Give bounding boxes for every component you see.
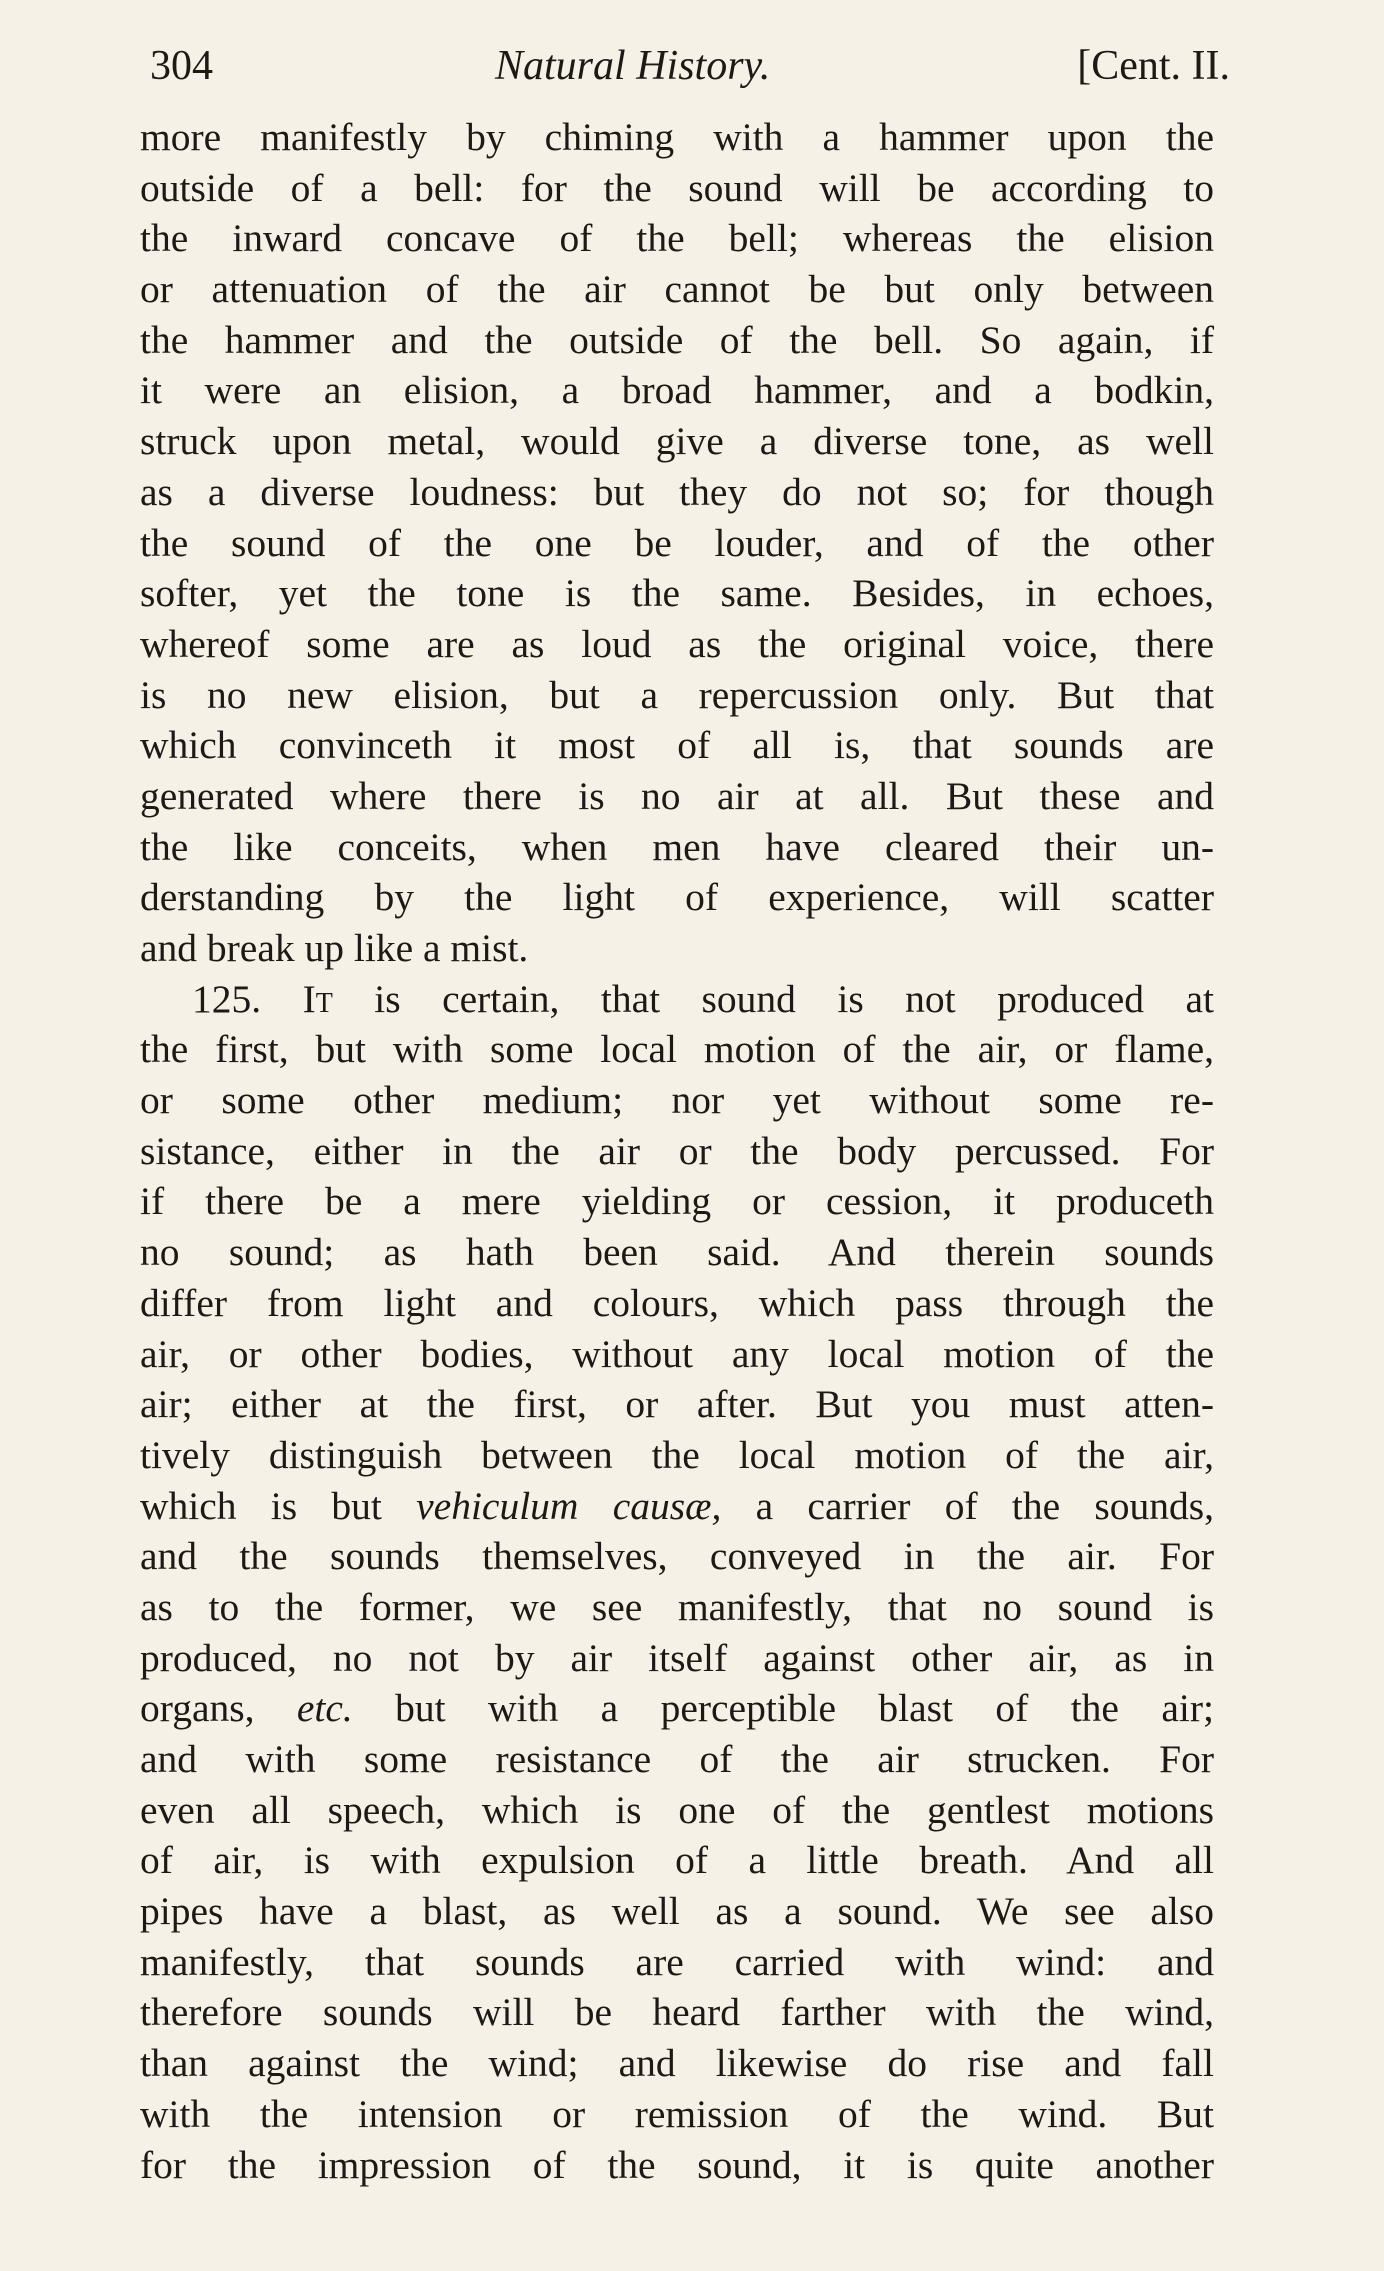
text-line: is no new elision, but a repercussion only. But that — [140, 672, 1214, 717]
text-line: derstanding by the light of experience, will scatter — [140, 875, 1214, 920]
text-line: even all speech, which is one of the gentlest motions — [140, 1787, 1214, 1832]
text-line: which convinceth it most of all is, that sounds are — [140, 723, 1214, 768]
text-line: and the sounds themselves, conveyed in the air. For — [140, 1534, 1214, 1579]
text-line: as a diverse loudness: but they do not so; for though — [140, 469, 1214, 514]
text-line: the inward concave of the bell; whereas the elision — [140, 216, 1214, 261]
text-line: whereof some are as loud as the original voice, there — [140, 621, 1214, 666]
line-text: which is but — [140, 1483, 417, 1528]
line-text: but with a perceptible blast of the air; — [352, 1686, 1214, 1731]
text-line: than against the wind; and likewise do rise and fall — [140, 2041, 1214, 2086]
text-line: for the impression of the sound, it is quite another — [140, 2142, 1214, 2187]
text-line: as to the former, we see manifestly, that no sound is — [140, 1584, 1214, 1629]
paragraph-number: 125. — [192, 976, 303, 1021]
text-line: or some other medium; nor yet without some re- — [140, 1078, 1214, 1123]
text-line: produced, no not by air itself against other air, as in — [140, 1635, 1214, 1680]
text-line: manifestly, that sounds are carried with wind: and — [140, 1939, 1214, 1984]
section-mark: [Cent. II. — [1077, 43, 1230, 89]
text-line: sistance, either in the air or the body percussed. For — [140, 1128, 1214, 1173]
text-line: or attenuation of the air cannot be but only between — [140, 267, 1214, 312]
italic-phrase: etc. — [296, 1686, 353, 1731]
text-line: generated where there is no air at all. But these and — [140, 773, 1214, 818]
italic-phrase: vehiculum causæ, — [416, 1483, 722, 1528]
text-line: the hammer and the outside of the bell. So again, if — [140, 317, 1214, 362]
text-line: of air, is with expulsion of a little breath. And all — [140, 1838, 1214, 1883]
paragraph-125-first-line — [140, 974, 1214, 1025]
line-text: organs, — [140, 1686, 297, 1731]
text-line: softer, yet the tone is the same. Besides, in echoes, — [140, 571, 1214, 616]
line-text: a carrier of the sounds, — [721, 1483, 1215, 1528]
text-line: outside of a bell: for the sound will be according to — [140, 165, 1214, 210]
text-line: more manifestly by chiming with a hammer upon the — [140, 115, 1214, 159]
text-line: with the intension or remission of the wind. But — [140, 2091, 1214, 2136]
line-text: is certain, that sound is not produced at — [332, 976, 1214, 1021]
text-line: differ from light and colours, which pass through the — [140, 1280, 1214, 1325]
page-number: 304 — [150, 43, 213, 89]
text-line: the like conceits, when men have cleared their un- — [140, 824, 1214, 869]
text-line: pipes have a blast, as well as a sound. We see also — [140, 1889, 1214, 1934]
body-text — [140, 112, 1214, 2190]
running-head — [150, 36, 1230, 96]
text-line: if there be a mere yielding or cession, it produceth — [140, 1179, 1214, 1224]
text-line — [140, 1683, 1214, 1734]
text-line — [140, 1481, 1214, 1532]
text-line: tively distinguish between the local motion of the air, — [140, 1432, 1214, 1477]
text-line: therefore sounds will be heard farther with the wind, — [140, 1990, 1214, 2035]
running-title: Natural History. — [495, 43, 771, 89]
text-line: struck upon metal, would give a diverse tone, as well — [140, 419, 1214, 464]
text-line: air; either at the first, or after. But you must atten- — [140, 1382, 1214, 1427]
small-caps-opening: It — [302, 976, 333, 1021]
text-line: no sound; as hath been said. And therein sounds — [140, 1230, 1214, 1275]
text-line: the first, but with some local motion of the air, or flame, — [140, 1027, 1214, 1072]
text-line: and with some resistance of the air strucken. For — [140, 1737, 1214, 1781]
paragraph-end-line: and break up like a mist. — [140, 926, 529, 970]
text-line: it were an elision, a broad hammer, and a bodkin, — [140, 368, 1214, 413]
text-line: air, or other bodies, without any local motion of the — [140, 1331, 1214, 1376]
text-line: the sound of the one be louder, and of the other — [140, 520, 1214, 565]
